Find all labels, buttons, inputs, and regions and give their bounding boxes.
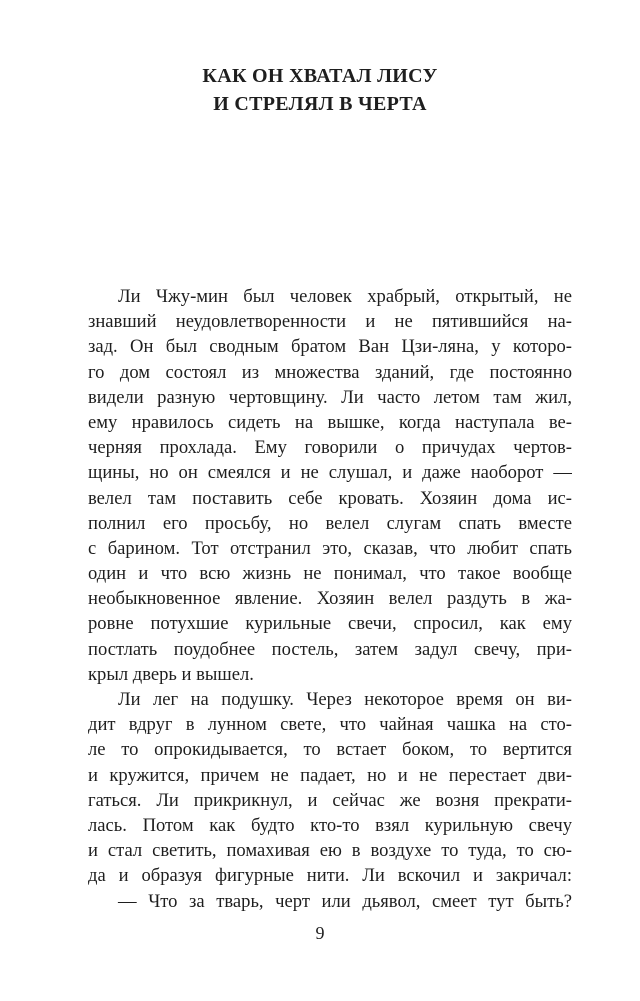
text-line: щины, но он смеялся и не слушал, и даже наоборот —: [88, 462, 572, 484]
text-line: — Что за тварь, черт или дьявол, смеет тут быть?: [118, 890, 572, 912]
text-line: го дом состоял из множества зданий, где постоянно: [88, 361, 572, 383]
text-line: дит вдруг в лунном свете, что чайная чашка на сто-: [88, 714, 572, 736]
text-line: черняя прохлада. Ему говорили о причудах чертов-: [88, 437, 572, 459]
text-line: полнил его просьбу, но велел слугам спать вместе: [88, 512, 572, 534]
text-line: ровне потухшие курильные свечи, спросил, как ему: [88, 613, 572, 635]
paragraph: [88, 687, 572, 889]
text-line: крыл дверь и вышел.: [88, 663, 254, 685]
text-line: и стал светить, помахивая ею в воздухе то туда, то сю-: [88, 840, 572, 862]
paragraph: [88, 889, 572, 914]
chapter-title-line-2: И СТРЕЛЯЛ В ЧЕРТА: [213, 93, 427, 115]
text-line: да и образуя фигурные нити. Ли вскочил и закричал:: [88, 865, 572, 887]
text-line: ему нравилось сидеть на вышке, когда наступала ве-: [88, 411, 572, 433]
text-line: постлать поудобнее постель, затем задул свечу, при-: [88, 638, 572, 660]
text-line: лась. Потом как будто кто-то взял курильную свечу: [88, 814, 572, 836]
paragraph: [88, 284, 572, 687]
text-line: один и что всю жизнь не понимал, что такое вообще: [88, 563, 572, 585]
text-line: ле то опрокидывается, то встает боком, то вертится: [88, 739, 572, 761]
text-line: видели разную чертовщину. Ли часто летом там жил,: [88, 386, 572, 408]
text-line: с барином. Тот отстранил это, сказав, что любит спать: [88, 537, 572, 559]
text-line: велел там поставить себе кровать. Хозяин дома ис-: [88, 487, 572, 509]
chapter-title: [0, 62, 640, 118]
text-line: Ли Чжу-мин был человек храбрый, открытый, не: [118, 286, 572, 307]
page-number: 9: [315, 923, 325, 943]
text-line: и кружится, причем не падает, но и не перестает дви-: [88, 764, 572, 786]
chapter-title-line-1: КАК ОН ХВАТАЛ ЛИСУ: [202, 65, 438, 87]
text-line: зад. Он был сводным братом Ван Цзи-ляна, у которо-: [88, 336, 572, 358]
text-line: знавший неудовлетворенности и не пятившийся на-: [88, 311, 572, 333]
body-text: [88, 284, 572, 914]
text-line: гаться. Ли прикрикнул, и сейчас же возня прекрати-: [88, 789, 572, 811]
text-line: Ли лег на подушку. Через некоторое время он ви-: [118, 689, 572, 710]
text-line: необыкновенное явление. Хозяин велел раздуть в жа-: [88, 588, 572, 610]
